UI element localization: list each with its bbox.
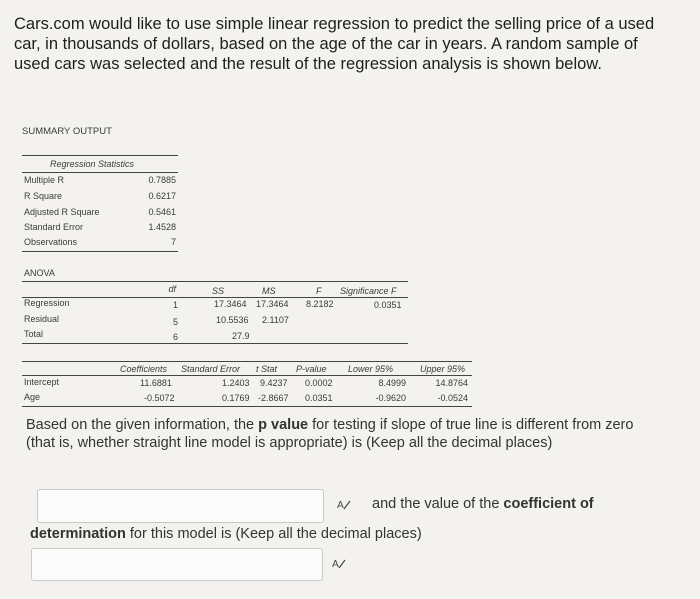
coef-lower: 8.4999 (378, 378, 406, 388)
stat-label: Adjusted R Square (24, 207, 100, 217)
coef-header-rule (22, 375, 472, 376)
question-part2-suffix: for this model is (Keep all the decimal places) (125, 526, 422, 542)
stat-value: 7 (170, 237, 176, 247)
p-value-answer-input[interactable] (37, 489, 324, 523)
question-part2-prefix: and the value of the (372, 496, 504, 512)
anova-df: 1 (172, 300, 178, 310)
question-part2-line2 (30, 526, 422, 542)
anova-bottom-rule (22, 343, 408, 344)
stat-value: 0.6217 (148, 191, 176, 201)
anova-row-label: Residual (24, 314, 60, 324)
question-coef-bold: coefficient of (503, 496, 594, 512)
coef-t: 9.4237 (260, 378, 288, 388)
question-part2-line1 (372, 496, 594, 512)
coef-header-coef: Coefficients (120, 364, 168, 374)
spellcheck-icon[interactable] (337, 497, 351, 511)
stat-value: 0.7885 (148, 175, 176, 185)
coef-determination-answer-input[interactable] (31, 548, 323, 581)
coef-row-label: Intercept (24, 377, 60, 387)
anova-header-rule (22, 297, 408, 298)
question-text (26, 416, 666, 452)
reg-stats-top-rule (22, 155, 178, 156)
coef-se: 1.2403 (222, 378, 250, 388)
coef-value: -0.5072 (144, 393, 175, 403)
anova-ms: 2.1107 (262, 315, 289, 325)
stat-label: Standard Error (24, 222, 84, 232)
stat-label: Multiple R (24, 175, 65, 185)
anova-top-rule (22, 281, 408, 282)
anova-header-df: df (168, 284, 176, 294)
coef-header-t: t Stat (256, 364, 278, 374)
anova-df: 6 (172, 332, 178, 342)
anova-f: 8.2182 (306, 299, 334, 309)
anova-df: 5 (172, 317, 178, 327)
anova-header-f: F (316, 286, 322, 296)
coef-p: 0.0002 (305, 378, 333, 388)
reg-stats-bottom-rule (22, 251, 178, 252)
coef-value: 11.6881 (140, 378, 172, 388)
coef-header-se: Standard Error (181, 364, 241, 374)
coef-p: 0.0351 (305, 393, 333, 403)
anova-title: ANOVA (24, 268, 55, 278)
coef-header-lower: Lower 95% (348, 364, 394, 374)
anova-ss: 10.5536 (216, 315, 249, 325)
question-part1-prefix: Based on the given information, the (26, 417, 259, 433)
anova-sig: 0.0351 (374, 300, 402, 310)
svg-text:A: A (337, 500, 344, 511)
question-part1-suffix: for testing if slope of true line is different from zero (that is, whether straight line model is appropriate) is (Keep all the decimal places) (26, 417, 634, 451)
coef-t: -2.8667 (258, 393, 289, 403)
spellcheck-icon[interactable] (332, 556, 346, 570)
coef-upper: 14.8764 (435, 378, 468, 388)
anova-ss: 27.9 (232, 331, 250, 341)
anova-row-label: Total (24, 329, 44, 339)
anova-header-ss: SS (212, 286, 225, 296)
question-determination-bold: determination (30, 526, 126, 542)
svg-text:A: A (332, 559, 339, 570)
anova-ss: 17.3464 (214, 299, 247, 309)
stat-value: 0.5461 (148, 207, 176, 217)
coef-bottom-rule (22, 406, 472, 407)
anova-header-ms: MS (262, 286, 276, 296)
reg-stats-title: Regression Statistics (50, 159, 135, 169)
stat-label: Observations (24, 237, 78, 247)
coef-upper: -0.0524 (437, 393, 468, 403)
coef-top-rule (22, 361, 472, 362)
summary-title: SUMMARY OUTPUT (22, 126, 112, 137)
reg-stats-header-rule (22, 172, 178, 173)
anova-header-sig: Significance F (340, 286, 397, 296)
anova-row-label: Regression (24, 298, 70, 308)
coef-se: 0.1769 (222, 393, 250, 403)
stat-value: 1.4528 (148, 222, 176, 232)
coef-header-upper: Upper 95% (420, 364, 466, 374)
anova-ms: 17.3464 (256, 299, 289, 309)
question-p-value-bold: p value (258, 417, 309, 433)
coef-lower: -0.9620 (375, 393, 406, 403)
stat-label: R Square (24, 191, 63, 201)
coef-header-p: P-value (296, 364, 327, 374)
problem-intro: Cars.com would like to use simple linear regression to predict the selling price of a used car, in thousands of dollars, based on the age of the car in years. A random sample of used cars was selected and the result of the regression analysis is shown below. (14, 15, 655, 73)
coef-row-label: Age (24, 392, 41, 402)
